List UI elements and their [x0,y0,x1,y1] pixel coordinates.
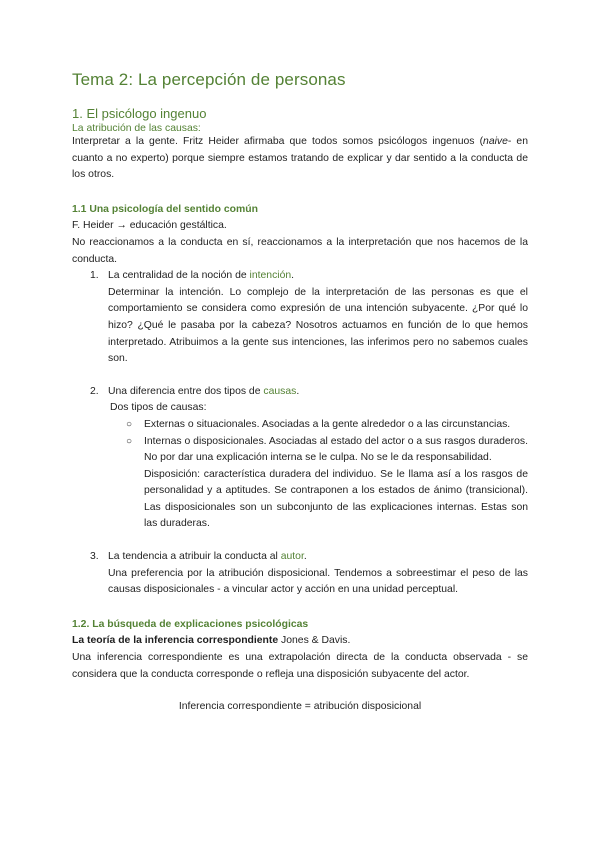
inference-paragraph: Una inferencia correspondiente es una extrapolación directa de la conducta observada - se considera que la conducta corresponde o refleja una disposición subyacente del actor. [72,652,528,680]
naive-italic: naive [483,136,508,147]
bullet-extra-text: Disposición: característica duradera del individuo. Se le llama así a los rasgos de personalidad y a aptitudes. Se contraponen a los estados de ánimo (transicional). Las disposicionales son un subconjunto de las explicaciones internas. Estas son las duraderas. [144,468,528,530]
causes-intro: Dos tipos de causas: [110,402,207,414]
list-item-label [108,549,528,566]
document-page [72,70,528,716]
section-1-2-heading: 1.2. La búsqueda de explicaciones psicológicas [72,618,309,630]
list-number: 1. [90,270,99,282]
label-text: La tendencia a atribuir la conducta al [108,551,281,563]
label-text: La centralidad de la noción de [108,270,250,282]
list-item-body: Determinar la intención. Lo complejo de la interpretación de las personas es que el comportamiento se considera como expresión de una intención subyacente. ¿Por qué lo hizo? ¿Qué le pasaba por la cabeza? Nosotros actuamos en función de lo que hemos interpretado. Atribuimos a la gente sus intenciones, las inferimos pero no sabemos cuales son. [108,286,528,365]
section-1-paragraph [72,134,528,184]
paragraph-text: - en cuanto a no experto) porque siempre estamos tratando de explicar y dar sentido a la conducta de los otros. [72,136,528,181]
reaction-line: No reaccionamos a la conducta en sí, reaccionamos a la interpretación que nos hacemos de la conducta. [72,236,528,265]
list-item-label [108,268,528,285]
theory-line [72,633,528,650]
keyword-autor: autor [280,551,304,563]
keyword-intencion: intención [249,270,292,282]
section-1-subheading: La atribución de las causas: [72,123,201,134]
list-item-body: Una preferencia por la atribución disposicional. Tendemos a sobreestimar el peso de las causas disposicionales - a vincular actor y acción en una unidad perceptual. [108,567,528,596]
list-number: 3. [90,551,99,563]
equation-line: Inferencia correspondiente = atribución disposicional [178,701,422,713]
section-1-1-heading: 1.1 Una psicología del sentido común [72,203,258,215]
list-item-label [108,384,528,401]
list-number: 2. [90,385,99,397]
bullet-text: Internas o disposicionales. Asociadas al estado del actor o a sus rasgos duraderos. No por dar una explicación interna se le culpa. No se le da responsabilidad. [144,435,528,464]
paragraph-text: Interpretar a la gente. Fritz Heider afirmaba que todos somos psicólogos ingenuos ( [72,136,484,147]
causes-bullet-list [72,417,528,533]
circle-bullet-icon: ○ [126,435,133,447]
theory-bold: La teoría de la inferencia correspondiente [72,635,279,647]
bullet-text: Externas o situacionales. Asociadas a la gente alrededor o a las circunstancias. [144,418,511,430]
label-text: . [296,385,300,397]
label-text: Una diferencia entre dos tipos de [108,385,264,397]
page-title: Tema 2: La percepción de personas [72,70,346,89]
list-item-causes [72,384,528,401]
circle-bullet-icon: ○ [126,418,133,430]
list-item-intention [72,268,528,368]
theory-rest: Jones & Davis. [278,635,351,647]
label-text: . [303,551,307,563]
list-item-author [72,549,528,599]
heider-line: F. Heider → educación gestáltica. [72,220,227,232]
bullet-item-internal [108,434,528,534]
keyword-causas: causas [263,385,297,397]
section-1-heading: 1. El psicólogo ingenuo [72,106,207,121]
bullet-item-external [108,417,528,434]
label-text: . [291,270,295,282]
